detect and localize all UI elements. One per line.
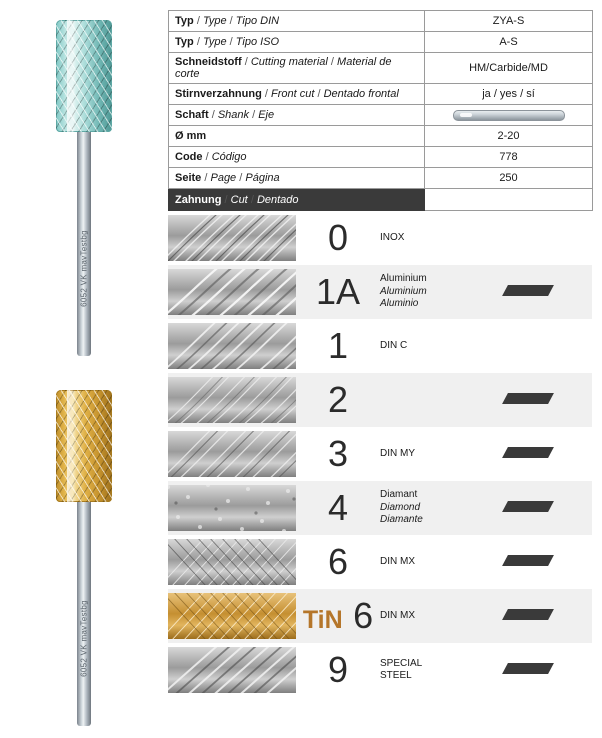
spec-label-cell — [169, 84, 425, 105]
label-en: Front cut — [270, 88, 315, 100]
cut-number-cell — [296, 589, 380, 643]
label-en: Código — [211, 151, 247, 163]
chip-shape-cell — [464, 319, 592, 373]
label-separator: / — [229, 36, 233, 48]
spec-label-cell — [169, 147, 425, 168]
table-row — [168, 319, 592, 373]
label-separator: / — [330, 56, 334, 68]
cut-number: 4 — [327, 487, 349, 528]
label-es: Página — [245, 172, 280, 184]
label-separator: / — [317, 88, 321, 100]
chip-shape-icon — [502, 609, 554, 620]
label-de: Typ — [175, 15, 194, 27]
cut-swatch-cell — [168, 319, 296, 373]
label-de: Seite — [175, 172, 202, 184]
cut-swatch-cell — [168, 643, 296, 697]
table-row — [169, 11, 593, 32]
burr-head-gold — [56, 390, 112, 502]
table-row — [169, 32, 593, 53]
highlight-overlay — [67, 390, 76, 502]
shank-pictogram-icon — [453, 110, 565, 121]
label-separator: / — [239, 172, 243, 184]
cut-number-cell — [296, 319, 380, 373]
chip-shape-cell — [464, 535, 592, 589]
shank-engraving-text: 6052 VK mavTestbg — [79, 230, 89, 307]
label-en: Type — [202, 36, 227, 48]
cut-description-cell — [380, 373, 464, 427]
cut-description-cell — [380, 535, 464, 589]
cut-description-cell — [380, 265, 464, 319]
cut-number: 2 — [327, 379, 349, 420]
spec-value-cell: A-S — [425, 32, 593, 53]
label-separator: / — [229, 15, 233, 27]
highlight-overlay — [67, 20, 76, 132]
cut-number-cell — [296, 211, 380, 265]
cut-pattern-icon — [56, 390, 112, 502]
cut-texture-icon — [168, 269, 296, 315]
chip-shape-cell — [464, 211, 592, 265]
label-de: Code — [175, 151, 203, 163]
cut-number-cell — [296, 535, 380, 589]
cut-description-cell — [380, 589, 464, 643]
table-row — [169, 84, 593, 105]
cut-number: 0 — [327, 217, 349, 258]
table-row — [168, 211, 592, 265]
label-separator: / — [224, 193, 228, 206]
coating-label-tin: TiN — [302, 606, 343, 634]
label-separator: / — [204, 172, 208, 184]
label-de: Schaft — [175, 109, 209, 121]
cut-description-cell — [380, 427, 464, 481]
chip-shape-icon — [502, 393, 554, 404]
texture-lines-icon — [168, 269, 296, 315]
cut-desc-en: Diamond — [380, 501, 421, 513]
spec-value-cell: ZYA-S — [425, 11, 593, 32]
cut-number-cell — [296, 643, 380, 697]
label-de: Schneidstoff — [175, 56, 242, 68]
cut-desc-de: Aluminium — [380, 273, 427, 285]
chip-shape-icon — [502, 663, 554, 674]
cut-swatch-cell — [168, 535, 296, 589]
cut-description-cell — [380, 481, 464, 535]
cut-texture-icon-tin — [168, 593, 296, 639]
cut-number: 6 — [353, 595, 374, 636]
label-en: Shank — [217, 109, 250, 121]
cut-description-cell — [380, 211, 464, 265]
specification-table — [168, 10, 593, 211]
cut-texture-icon — [168, 539, 296, 585]
cut-texture-icon — [168, 431, 296, 477]
chip-shape-icon — [502, 447, 554, 458]
spec-value-cell — [425, 105, 593, 126]
chip-shape-icon — [502, 555, 554, 566]
burr-shank-gold — [77, 502, 91, 726]
product-illustration-column — [0, 0, 168, 738]
chip-shape-icon — [502, 285, 554, 296]
cut-texture-icon — [168, 377, 296, 423]
cut-texture-icon — [168, 647, 296, 693]
texture-lines-icon — [168, 377, 296, 423]
spec-label-cell — [169, 168, 425, 189]
cut-swatch-cell — [168, 481, 296, 535]
spec-value-cell: 2-20 — [425, 126, 593, 147]
label-en: Page — [210, 172, 237, 184]
chip-shape-cell — [464, 643, 592, 697]
cut-section-header-label — [169, 189, 425, 211]
chip-shape-cell — [464, 589, 592, 643]
table-row — [169, 126, 593, 147]
spec-label-cell — [169, 105, 425, 126]
cut-number-cell — [296, 427, 380, 481]
label-separator: / — [196, 15, 200, 27]
label-separator: / — [250, 193, 254, 206]
label-en: Cutting material — [250, 56, 328, 68]
cut-number: 3 — [327, 433, 349, 474]
cut-pattern-icon — [56, 20, 112, 132]
cut-types-table — [168, 211, 592, 697]
label-en: Cut — [230, 193, 248, 206]
texture-lines-icon — [168, 323, 296, 369]
spec-label-cell — [169, 32, 425, 53]
chip-shape-icon — [502, 501, 554, 512]
table-row — [168, 373, 592, 427]
cut-texture-icon — [168, 485, 296, 531]
label-separator: / — [244, 56, 248, 68]
cut-texture-icon — [168, 215, 296, 261]
cut-number: 9 — [327, 649, 349, 690]
spec-table-column — [168, 10, 592, 697]
table-row — [168, 481, 592, 535]
label-de: Stirnverzahnung — [175, 88, 262, 100]
texture-lines-icon — [168, 539, 296, 585]
label-separator: / — [211, 109, 215, 121]
shank-engraving-text: 6052 VK mavTestbg — [79, 600, 89, 677]
spec-value-cell: HM/Carbide/MD — [425, 53, 593, 84]
cut-desc-de: SPECIAL — [380, 657, 423, 669]
cut-desc-en: Aluminium — [380, 285, 427, 297]
cut-number: 6 — [327, 541, 349, 582]
table-row — [169, 53, 593, 84]
table-row — [168, 535, 592, 589]
label-de: Typ — [175, 36, 194, 48]
texture-lines-icon — [168, 593, 296, 639]
spec-value-cell: 778 — [425, 147, 593, 168]
cut-section-header-spacer — [425, 189, 593, 211]
label-es: Dentado — [256, 193, 299, 206]
cut-number-cell — [296, 481, 380, 535]
cut-number-cell — [296, 265, 380, 319]
label-es: Material de corte — [175, 56, 392, 80]
chip-shape-cell — [464, 265, 592, 319]
label-en: Type — [202, 15, 227, 27]
spec-label-cell — [169, 126, 425, 147]
burr-illustration-teal — [24, 20, 144, 356]
cut-description-cell — [380, 319, 464, 373]
label-separator: / — [205, 151, 209, 163]
table-row — [169, 168, 593, 189]
cut-desc-de: DIN MX — [380, 609, 415, 621]
table-row — [168, 265, 592, 319]
cut-desc-es: Aluminio — [380, 298, 419, 310]
cut-swatch-cell — [168, 211, 296, 265]
label-separator: / — [264, 88, 268, 100]
spec-value-cell: ja / yes / sí — [425, 84, 593, 105]
spec-label-cell — [169, 53, 425, 84]
spec-value-cell: 250 — [425, 168, 593, 189]
texture-lines-icon — [168, 485, 296, 531]
label-de: Ø mm — [175, 130, 207, 142]
cut-desc-de: DIN C — [380, 339, 408, 351]
burr-shank-teal — [77, 132, 91, 356]
chip-shape-cell — [464, 427, 592, 481]
label-es: Dentado frontal — [323, 88, 399, 100]
cut-swatch-cell — [168, 265, 296, 319]
table-row — [168, 589, 592, 643]
cut-swatch-cell — [168, 373, 296, 427]
burr-head-teal — [56, 20, 112, 132]
cut-swatch-cell — [168, 427, 296, 481]
chip-shape-cell — [464, 481, 592, 535]
spec-label-cell — [169, 11, 425, 32]
table-row — [169, 147, 593, 168]
table-row — [169, 105, 593, 126]
table-row — [168, 643, 592, 697]
cut-number-cell — [296, 373, 380, 427]
cut-desc-de: DIN MX — [380, 555, 415, 567]
label-es: Eje — [258, 109, 275, 121]
cut-desc-en: STEEL — [380, 670, 412, 681]
cut-desc-es: Diamante — [380, 514, 423, 526]
cut-description-cell — [380, 643, 464, 697]
texture-lines-icon — [168, 215, 296, 261]
cut-swatch-cell — [168, 589, 296, 643]
label-es: Tipo ISO — [235, 36, 280, 48]
cut-texture-icon — [168, 323, 296, 369]
cut-desc-de: DIN MY — [380, 447, 415, 459]
cut-desc-de: INOX — [380, 231, 405, 243]
chip-shape-cell — [464, 373, 592, 427]
cut-section-header-row — [169, 189, 593, 211]
cut-desc-de: Diamant — [380, 489, 418, 501]
cut-number: 1 — [327, 325, 349, 366]
burr-illustration-gold — [24, 390, 144, 726]
label-separator: / — [196, 36, 200, 48]
texture-lines-icon — [168, 431, 296, 477]
label-es: Tipo DIN — [235, 15, 280, 27]
table-row — [168, 427, 592, 481]
label-separator: / — [252, 109, 256, 121]
cut-number: 1A — [315, 271, 361, 312]
texture-lines-icon — [168, 647, 296, 693]
label-de: Zahnung — [175, 193, 222, 206]
